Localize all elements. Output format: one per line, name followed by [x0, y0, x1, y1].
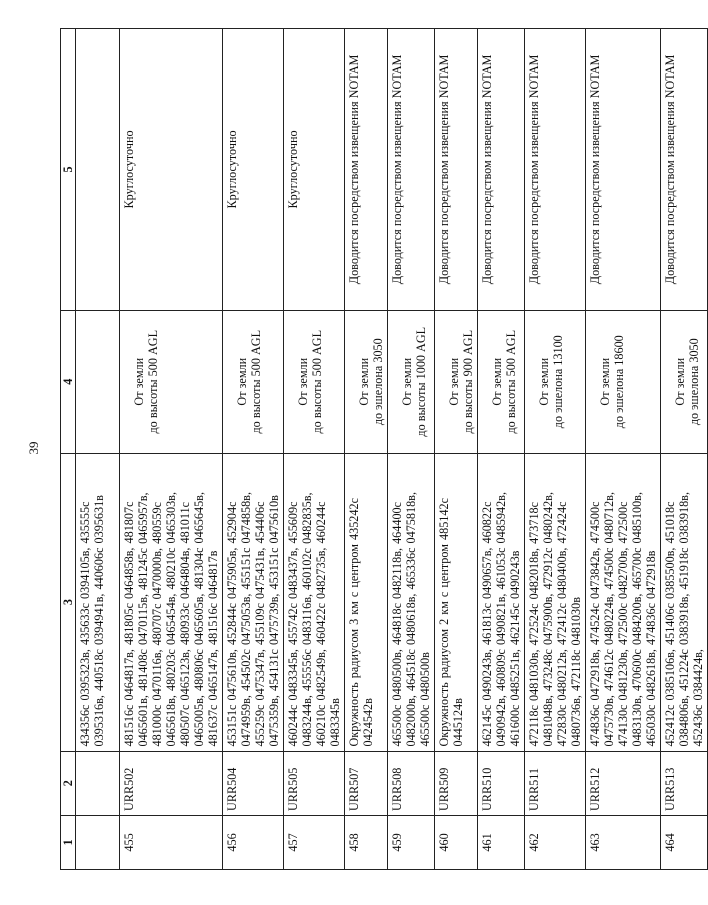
row-number-cell: 457	[284, 815, 345, 869]
area-code-cell: URR505	[284, 751, 345, 815]
coordinates-cell: 453151с 0475610в, 452844с 0475905в, 452904с 0474959в, 454502с 0475053в, 455151с 0474858в, 455259с 0475347в, 455109с 0475431в, 454406с 0475359в, 454131с 0475739в, 453151с 0475610в	[223, 453, 284, 751]
area-code-cell: URR508	[388, 751, 435, 815]
schedule-note-cell: Доводится посредством извещения NOTAM	[525, 29, 586, 311]
coordinates-cell: Окружность радиусом 2 км с центром 485142с 0445124в	[435, 453, 478, 751]
area-code-cell	[76, 751, 120, 815]
header-row	[61, 29, 76, 870]
table-row	[525, 29, 586, 870]
row-number-cell: 463	[586, 815, 661, 869]
schedule-note-cell: Круглосуточно	[120, 29, 223, 311]
altitude-cell: От земли до эшелона 3050	[661, 310, 708, 453]
row-number-cell: 459	[388, 815, 435, 869]
altitude-cell	[76, 310, 120, 453]
coordinates-cell: 434356с 0395323в, 435633с 0394105в, 435555с 0395316в, 440518с 0394941в, 440606с 0395631в	[76, 453, 120, 751]
restricted-areas-table	[60, 28, 708, 870]
table-row	[284, 29, 345, 870]
area-code-cell: URR504	[223, 751, 284, 815]
row-number-cell: 462	[525, 815, 586, 869]
schedule-note-cell: Круглосуточно	[223, 29, 284, 311]
altitude-cell: От земли до высоты 500 AGL	[120, 310, 223, 453]
area-code-cell: URR513	[661, 751, 708, 815]
area-code-cell: URR512	[586, 751, 661, 815]
table-row	[586, 29, 661, 870]
row-number-cell: 458	[345, 815, 388, 869]
header-col-1: 1	[61, 815, 76, 869]
page-number: 39	[26, 441, 41, 455]
row-number-cell: 456	[223, 815, 284, 869]
table-row	[478, 29, 525, 870]
altitude-cell: От земли до высоты 900 AGL	[435, 310, 478, 453]
header-col-4: 4	[61, 310, 76, 453]
altitude-cell: От земли до эшелона 18600	[586, 310, 661, 453]
area-code-cell: URR510	[478, 751, 525, 815]
row-number-cell: 455	[120, 815, 223, 869]
altitude-cell: От земли до эшелона 13100	[525, 310, 586, 453]
altitude-cell: От земли до высоты 500 AGL	[284, 310, 345, 453]
row-number-cell: 464	[661, 815, 708, 869]
table-row	[120, 29, 223, 870]
header-col-5: 5	[61, 29, 76, 311]
table-row	[661, 29, 708, 870]
altitude-cell: От земли до высоты 500 AGL	[223, 310, 284, 453]
schedule-note-cell: Доводится посредством извещения NOTAM	[661, 29, 708, 311]
coordinates-cell: 472118с 0481030в, 472524с 0482018в, 473718с 0481048в, 473248с 0475900в, 472912с 0480242в, 472830с 0480212в, 472412с 0480400в, 472424с 0480736в, 472118с 0481030в	[525, 453, 586, 751]
table-row	[345, 29, 388, 870]
schedule-note-cell: Доводится посредством извещения NOTAM	[478, 29, 525, 311]
header-col-2: 2	[61, 751, 76, 815]
row-number-cell	[76, 815, 120, 869]
schedule-note-cell: Круглосуточно	[284, 29, 345, 311]
area-code-cell: URR507	[345, 751, 388, 815]
row-number-cell: 460	[435, 815, 478, 869]
coordinates-cell: 474836с 0472918в, 474524с 0473842в, 474500с 0475730в, 474612с 0480224в, 474500с 0480712в, 474130с 0481230в, 472500с 0482700в, 472500с 0483130в, 470600с 0484200в, 465700с 0485100в, 465030с 0482618в, 474836с 0472918в	[586, 453, 661, 751]
header-col-3: 3	[61, 453, 76, 751]
table-row	[76, 29, 120, 870]
coordinates-cell: 465500с 0480500в, 464818с 0482118в, 464400с 0482000в, 464518с 0480618в, 465336с 0475818в, 465500с 0480500в	[388, 453, 435, 751]
coordinates-cell: 460244с 0483345в, 455742с 0483437в, 455609с 0483244в, 455556с 0483116в, 460102с 0482835в, 460210с 0482549в, 460422с 0482735в, 460244с 0483345в	[284, 453, 345, 751]
altitude-cell: От земли до высоты 500 AGL	[478, 310, 525, 453]
schedule-note-cell: Доводится посредством извещения NOTAM	[435, 29, 478, 311]
area-code-cell: URR511	[525, 751, 586, 815]
table-row	[388, 29, 435, 870]
restricted-areas-table-wrapper	[60, 28, 705, 870]
table-body	[76, 29, 708, 870]
area-code-cell: URR509	[435, 751, 478, 815]
table-row	[435, 29, 478, 870]
coordinates-cell: Окружность радиусом 3 км с центром 435242с 0424542в	[345, 453, 388, 751]
coordinates-cell: 462145с 0490243в, 461813с 0490657в, 460822с 0490942в, 460809с 0490821в, 461053с 0485942в, 461600с 0485251в, 462145с 0490243в	[478, 453, 525, 751]
altitude-cell: От земли до эшелона 3050	[345, 310, 388, 453]
schedule-note-cell: Доводится посредством извещения NOTAM	[388, 29, 435, 311]
coordinates-cell: 452412с 0385106в, 451406с 0385500в, 451018с 0384806в, 451224с 0383918в, 451918с 0383918в, 452436с 0384424в,	[661, 453, 708, 751]
row-number-cell: 461	[478, 815, 525, 869]
schedule-note-cell: Доводится посредством извещения NOTAM	[345, 29, 388, 311]
area-code-cell: URR502	[120, 751, 223, 815]
schedule-note-cell: Доводится посредством извещения NOTAM	[586, 29, 661, 311]
table-row	[223, 29, 284, 870]
altitude-cell: От земли до высоты 1000 AGL	[388, 310, 435, 453]
schedule-note-cell	[76, 29, 120, 311]
coordinates-cell: 481516с 0464817в, 481805с 0464858в, 481807с 0465601в, 481408с 0470115в, 481245с 0465957в, 481000с 0470116в, 480707с 0470000в, 480559с 0465618в, 480203с 0465454в, 480210с 0465303в, 480507с 0465123в, 480933с 0464804в, 481011с 0465005в, 480806с 0465605в, 481304с 0465645в, 481637с 0465147в, 481516с 0464817в	[120, 453, 223, 751]
